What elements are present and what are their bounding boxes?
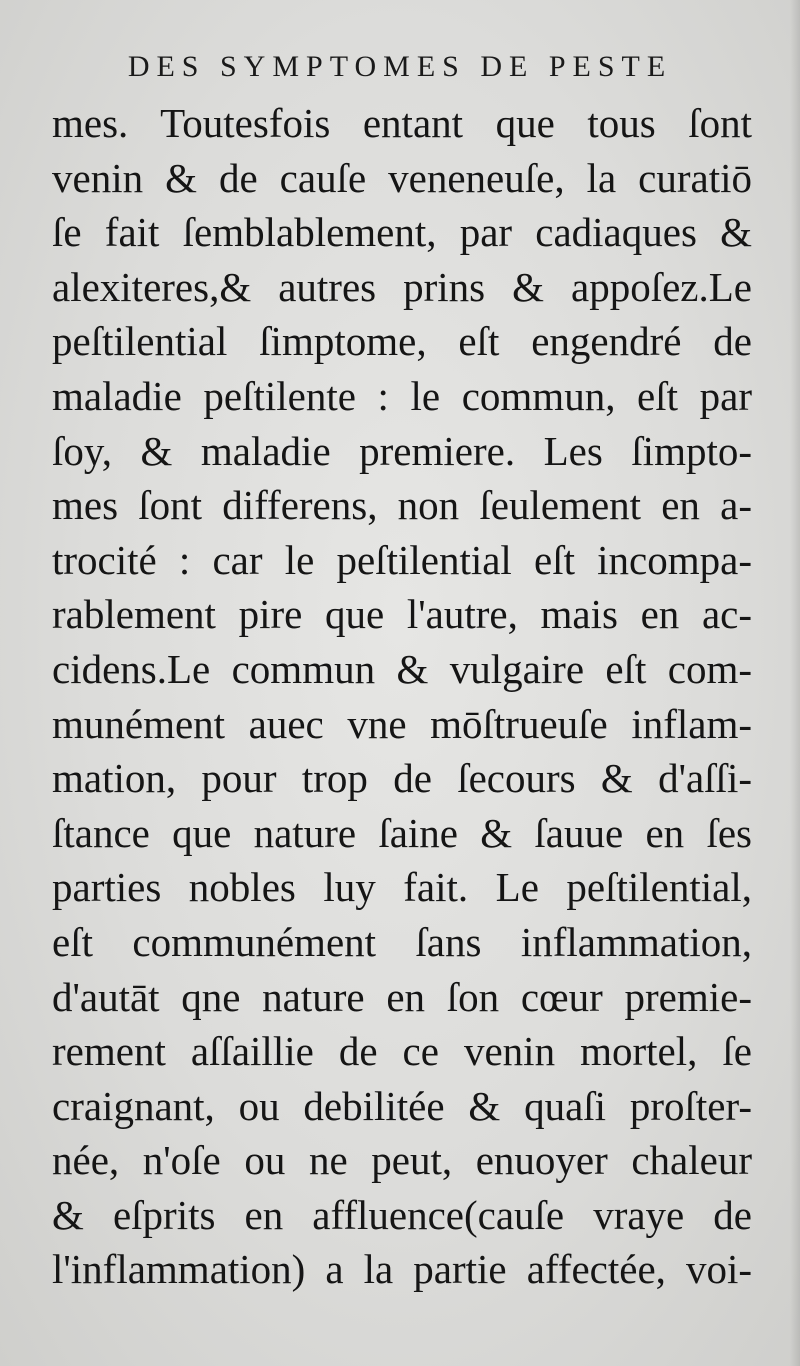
text-line: mation, pour trop de ſecours & d'aſſi- bbox=[52, 755, 752, 802]
text-line: munément auec vne mōſtrueuſe inflam- bbox=[52, 700, 752, 747]
text-line: ſoy, & maladie premiere. Les ſimpto- bbox=[52, 427, 752, 474]
body-text bbox=[52, 96, 752, 1297]
text-line: cidens.Le commun & vulgaire eſt com- bbox=[52, 645, 752, 692]
text-line: & eſprits en affluence(cauſe vraye de bbox=[52, 1191, 752, 1238]
text-line: ſtance que nature ſaine & ſauue en ſes bbox=[52, 809, 752, 856]
running-head: DES SYMPTOMES DE PESTE bbox=[127, 50, 673, 83]
text-line: rablement pire que l'autre, mais en ac- bbox=[52, 591, 752, 638]
text-line: mes. Toutesfois entant que tous ſont bbox=[52, 100, 752, 146]
text-line: trocité : car le peſtilential eſt incompa- bbox=[52, 536, 752, 583]
text-line: née, n'oſe ou ne peut, enuoyer chaleur bbox=[52, 1137, 752, 1184]
text-line: craignant, ou debilitée & quaſi proſter- bbox=[52, 1082, 752, 1129]
text-line: venin & de cauſe veneneuſe, la curatiō bbox=[52, 154, 752, 201]
text-line: eſt communément ſans inflammation, bbox=[52, 918, 752, 965]
text-line: mes ſont differens, non ſeulement en a- bbox=[52, 482, 752, 529]
text-line: l'inflammation) a la partie affectée, voi- bbox=[52, 1246, 752, 1293]
text-line: parties nobles luy fait. Le peſtilential, bbox=[52, 864, 752, 911]
text-line: ſe fait ſemblablement, par cadiaques & bbox=[52, 209, 752, 256]
text-line: alexiteres,& autres prins & appoſez.Le bbox=[52, 263, 752, 310]
text-line: maladie peſtilente : le commun, eſt par bbox=[52, 372, 752, 419]
text-line: rement aſſaillie de ce venin mortel, ſe bbox=[52, 1028, 752, 1075]
page-edge-shadow bbox=[790, 0, 800, 1366]
text-line: d'autāt qne nature en ſon cœur premie- bbox=[52, 973, 752, 1020]
text-line: peſtilential ſimptome, eſt engendré de bbox=[52, 318, 752, 365]
